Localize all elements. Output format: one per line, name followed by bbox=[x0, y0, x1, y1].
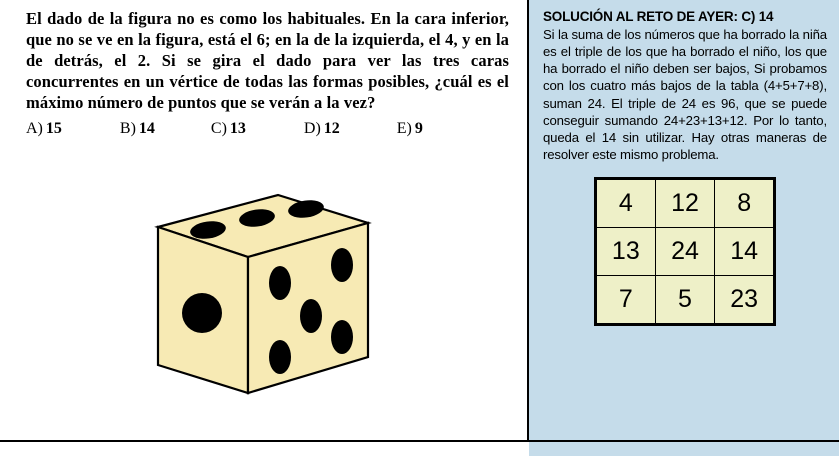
vertical-divider bbox=[527, 0, 529, 440]
option-a-value: 15 bbox=[45, 119, 62, 137]
cell-r2c2: 23 bbox=[715, 276, 775, 325]
die-pip-right-4 bbox=[269, 340, 291, 374]
die-pip-right-1 bbox=[269, 266, 291, 300]
option-e[interactable] bbox=[397, 120, 423, 138]
option-c-value: 13 bbox=[229, 119, 246, 137]
die-pip-right-3 bbox=[300, 299, 322, 333]
die-pip-right-2 bbox=[331, 248, 353, 282]
option-spacer bbox=[62, 120, 120, 138]
option-a[interactable] bbox=[26, 120, 62, 138]
option-d[interactable] bbox=[304, 120, 340, 138]
option-spacer bbox=[340, 120, 397, 138]
option-b-letter: B) bbox=[119, 119, 136, 137]
option-c[interactable] bbox=[211, 120, 246, 138]
bottom-strip bbox=[0, 442, 839, 456]
solution-text: Si la suma de los números que ha borrado la niña es el triple de los que ha borrado el niño, los que ha borrado el niño deben ser bajos, Si probamos con los cuatro más bajos de la tabla (4+5+7+8), suman 24. El triple de 24 es 96, que se puede conseguir sumando 24+23+13+12. Por lo tanto, queda el 14 sin utilizar. Hay otras maneras de resolver este mismo problema. bbox=[543, 27, 827, 163]
option-c-letter: C) bbox=[210, 119, 227, 137]
option-e-value: 9 bbox=[414, 119, 423, 137]
solution-panel bbox=[529, 0, 839, 440]
problem-statement: El dado de la figura no es como los habituales. En la cara inferior, que no se ve en la figura, está el 6; en la de la izquierda, el 4, y en la de detrás, el 2. Si se gira el dado para ver las tres caras concurrentes en un vértice de todas las formas posibles, ¿cuál es el máximo número de puntos que se verán a la vez? bbox=[26, 9, 509, 113]
bottom-strip-right-fill bbox=[529, 442, 839, 456]
option-spacer bbox=[246, 120, 304, 138]
table-row bbox=[596, 228, 775, 276]
die-pip-right-5 bbox=[331, 320, 353, 354]
answer-options bbox=[26, 120, 509, 138]
magic-square-table bbox=[594, 177, 776, 326]
option-b-value: 14 bbox=[138, 119, 155, 137]
solution-title: SOLUCIÓN AL RETO DE AYER: C) 14 bbox=[543, 9, 774, 24]
cell-r1c2: 14 bbox=[715, 228, 775, 276]
table-row bbox=[596, 276, 775, 325]
option-d-letter: D) bbox=[303, 119, 321, 137]
cell-r0c2: 8 bbox=[715, 179, 775, 228]
option-e-letter: E) bbox=[396, 119, 412, 137]
cell-r2c0: 7 bbox=[596, 276, 656, 325]
table-row bbox=[596, 179, 775, 228]
cell-r1c0: 13 bbox=[596, 228, 656, 276]
cell-r1c1: 24 bbox=[655, 228, 715, 276]
option-a-letter: A) bbox=[26, 119, 43, 137]
cell-r0c0: 4 bbox=[596, 179, 656, 228]
die-illustration bbox=[120, 185, 410, 415]
cell-r0c1: 12 bbox=[655, 179, 715, 228]
die-pip-front-1 bbox=[182, 293, 222, 333]
option-d-value: 12 bbox=[323, 119, 340, 137]
option-spacer bbox=[155, 120, 211, 138]
die-svg bbox=[120, 185, 410, 415]
cell-r2c1: 5 bbox=[655, 276, 715, 325]
option-b[interactable] bbox=[120, 120, 155, 138]
